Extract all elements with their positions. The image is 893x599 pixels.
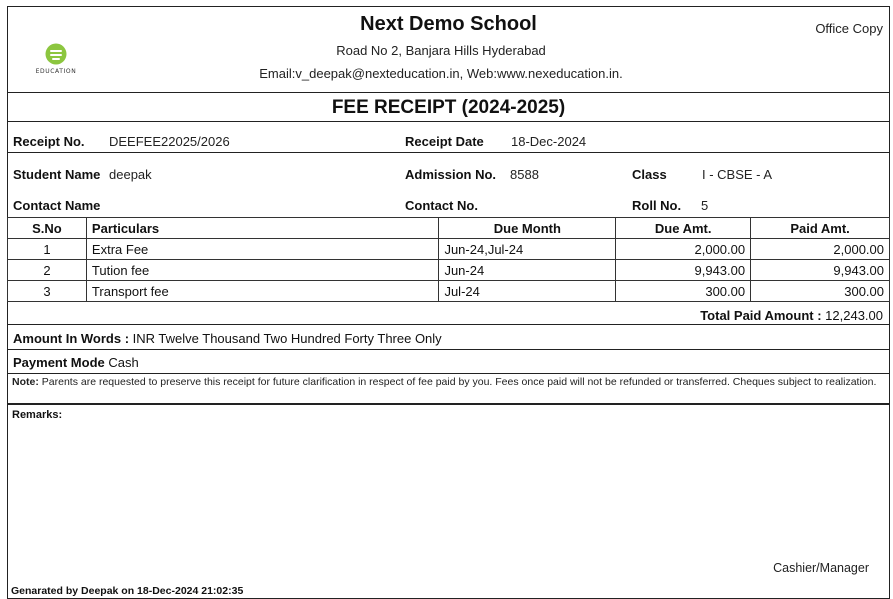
contact-no-label: Contact No. [405, 198, 478, 213]
logo-text: EDUCATION [35, 68, 77, 75]
column-header-due-amt: Due Amt. [616, 218, 751, 239]
class-label: Class [632, 167, 667, 182]
divider [8, 349, 889, 350]
divider [8, 324, 889, 325]
total-paid-value: 12,243.00 [825, 308, 883, 323]
divider [8, 92, 889, 93]
cell-particulars: Transport fee [86, 281, 439, 302]
receipt-header [8, 7, 889, 91]
cashier-signature: Cashier/Manager [773, 561, 869, 575]
amount-in-words-label: Amount In Words : [13, 331, 130, 346]
column-header-due-month: Due Month [439, 218, 616, 239]
cell-paid-amt: 2,000.00 [751, 239, 890, 260]
table-header-row [8, 218, 890, 239]
note-text: Parents are requested to preserve this receipt for future clarification in respect of fee paid by you. Fees once paid will not be refunded or transferred. Cheques subject to realization. [41, 376, 877, 388]
column-header-particulars: Particulars [86, 218, 439, 239]
receipt-no-value: DEEFEE22025/2026 [109, 134, 230, 149]
cell-particulars: Extra Fee [86, 239, 439, 260]
cell-due-amt: 9,943.00 [616, 260, 751, 281]
receipt-date-label: Receipt Date [405, 134, 484, 149]
amount-in-words-value: INR Twelve Thousand Two Hundred Forty Three Only [132, 331, 442, 346]
note-label: Note: [12, 376, 39, 388]
divider [8, 121, 889, 122]
table-row [8, 260, 890, 281]
school-name: Next Demo School [360, 13, 537, 35]
remarks-label: Remarks: [12, 409, 63, 421]
total-paid-label: Total Paid Amount : [700, 308, 822, 323]
roll-no-value: 5 [701, 198, 709, 213]
cell-due-month: Jul-24 [439, 281, 616, 302]
column-header-paid-amt: Paid Amt. [751, 218, 890, 239]
cell-paid-amt: 300.00 [751, 281, 890, 302]
fee-receipt-sheet [7, 6, 890, 599]
generated-by: Genarated by Deepak on 18-Dec-2024 21:02:35 [11, 585, 244, 597]
fee-table [7, 217, 890, 302]
payment-mode-label: Payment Mode [13, 355, 105, 370]
divider [8, 373, 889, 374]
cell-due-month: Jun-24,Jul-24 [439, 239, 616, 260]
amount-in-words [13, 331, 442, 346]
total-paid [700, 308, 883, 323]
student-name-label: Student Name [13, 167, 101, 182]
student-name-value: deepak [109, 167, 152, 182]
payment-mode [13, 355, 139, 370]
copy-label: Office Copy [815, 21, 883, 36]
divider [8, 403, 889, 405]
cell-sno: 3 [8, 281, 87, 302]
divider [8, 152, 889, 153]
admission-no-value: 8588 [510, 167, 539, 182]
roll-no-label: Roll No. [632, 198, 682, 213]
cell-due-amt: 2,000.00 [616, 239, 751, 260]
cell-paid-amt: 9,943.00 [751, 260, 890, 281]
cell-particulars: Tution fee [86, 260, 439, 281]
class-value: I - CBSE - A [702, 167, 773, 182]
cell-due-amt: 300.00 [616, 281, 751, 302]
receipt-title: FEE RECEIPT (2024-2025) [331, 97, 566, 118]
receipt-note [12, 376, 887, 388]
school-address: Road No 2, Banjara Hills Hyderabad [336, 43, 546, 58]
receipt-date-value: 18-Dec-2024 [511, 134, 587, 149]
contact-name-label: Contact Name [13, 198, 101, 213]
school-contact: Email:v_deepak@nexteducation.in, Web:www.nexeducation.in. [259, 66, 623, 81]
cell-sno: 1 [8, 239, 87, 260]
cell-due-month: Jun-24 [439, 260, 616, 281]
receipt-no-label: Receipt No. [13, 134, 85, 149]
admission-no-label: Admission No. [405, 167, 497, 182]
column-header-sno: S.No [8, 218, 87, 239]
table-row [8, 281, 890, 302]
table-row [8, 239, 890, 260]
payment-mode-value: Cash [108, 355, 139, 370]
cell-sno: 2 [8, 260, 87, 281]
